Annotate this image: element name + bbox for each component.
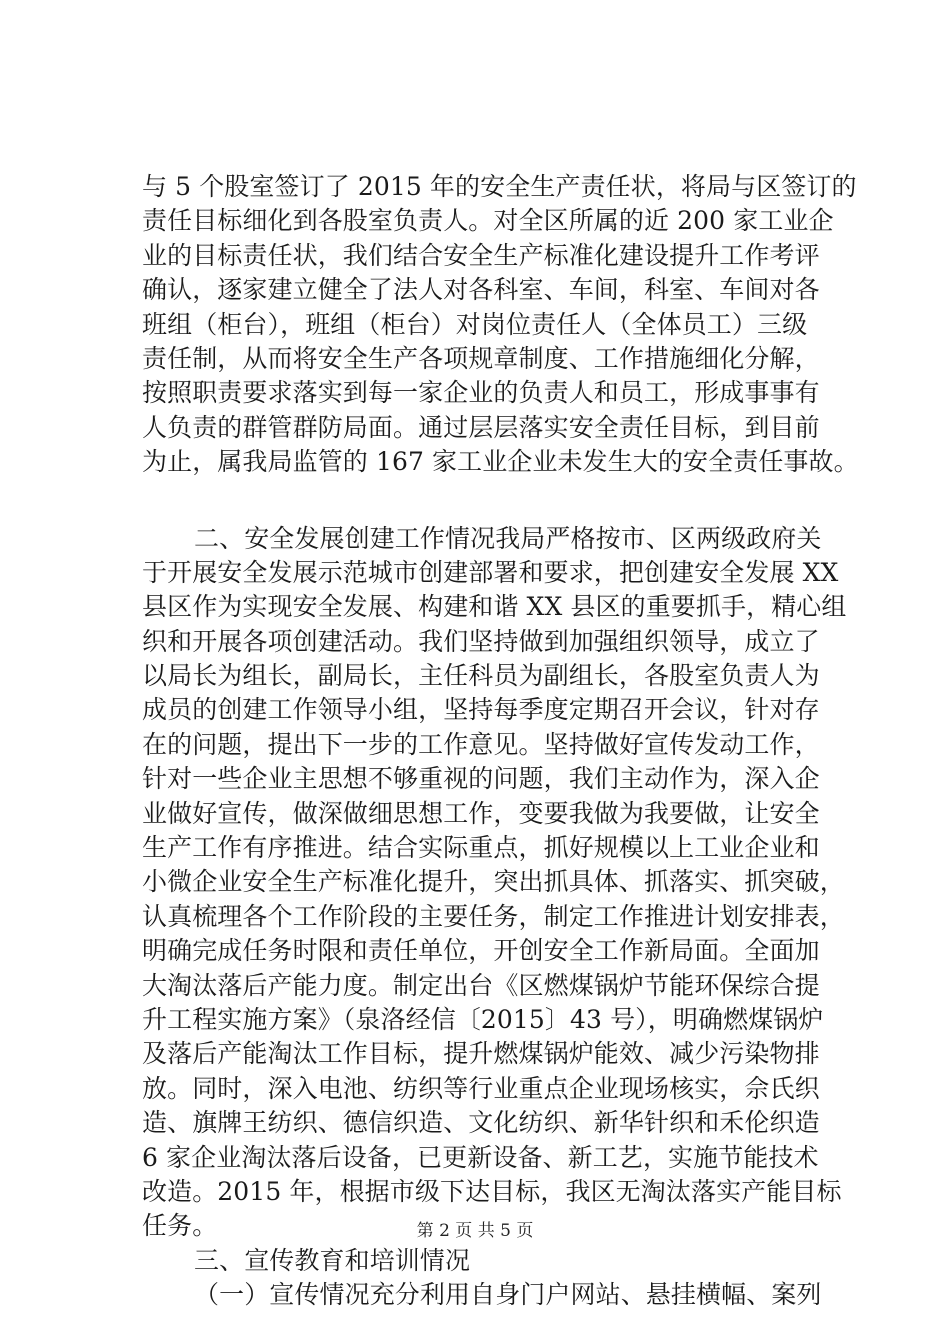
text-line: 按照职责要求落实到每一家企业的负责人和员工，形成事事有: [142, 378, 820, 408]
text-line: 针对一些企业主思想不够重视的问题，我们主动作为，深入企: [142, 764, 820, 794]
text-line: 业的目标责任状，我们结合安全生产标准化建设提升工作考评: [142, 240, 820, 270]
text-line: 人负责的群管群防局面。通过层层落实安全责任目标，到目前: [142, 412, 820, 442]
text-line: 认真梳理各个工作阶段的主要任务，制定工作推进计划安排表，: [142, 901, 845, 931]
section-3-first-line: （一）宣传情况充分利用自身门户网站、悬挂横幅、案列: [194, 1280, 822, 1310]
text-line: 明确完成任务时限和责任单位，开创安全工作新局面。全面加: [142, 936, 820, 966]
document-body: [142, 170, 859, 1313]
text-line: 责任目标细化到各股室负责人。对全区所属的近 200 家工业企: [142, 206, 834, 236]
text-line: 放。同时，深入电池、纺织等行业重点企业现场核实，佘氏织: [142, 1073, 820, 1103]
text-line: 确认，逐家建立健全了法人对各科室、车间，科室、车间对各: [142, 275, 820, 305]
text-line: 织和开展各项创建活动。我们坚持做到加强组织领导，成立了: [142, 626, 820, 656]
text-line: 班组（柜台），班组（柜台）对岗位责任人（全体员工）三级: [142, 309, 808, 339]
text-line: 小微企业安全生产标准化提升，突出抓具体、抓落实、抓突破，: [142, 867, 845, 897]
section-3-heading: 三、宣传教育和培训情况: [194, 1245, 471, 1275]
text-line: 业做好宣传，做深做细思想工作，变要我做为我要做，让安全: [142, 798, 820, 828]
page-footer: 第 2 页 共 5 页: [416, 1221, 534, 1241]
text-line: 及落后产能淘汰工作目标，提升燃煤锅炉能效、减少污染物排: [142, 1039, 820, 1069]
text-line: 大淘汰落后产能力度。制定出台《区燃煤锅炉节能环保综合提: [142, 970, 820, 1000]
text-line: 6 家企业淘汰落后设备，已更新设备、新工艺，实施节能技术: [142, 1142, 819, 1172]
paragraph-1: [142, 170, 859, 480]
text-line: 二、安全发展创建工作情况我局严格按市、区两级政府关: [194, 523, 822, 553]
text-line: 成员的创建工作领导小组，坚持每季度定期召开会议，针对存: [142, 695, 820, 725]
text-line: 生产工作有序推进。结合实际重点，抓好规模以上工业企业和: [142, 833, 820, 863]
text-line: 改造。2015 年，根据市级下达目标，我区无淘汰落实产能目标: [142, 1176, 842, 1206]
text-line: 任务。: [142, 1211, 218, 1241]
paragraph-gap: [142, 480, 832, 522]
text-line: 在的问题，提出下一步的工作意见。坚持做好宣传发动工作，: [142, 729, 820, 759]
text-line: 以局长为组长，副局长，主任科员为副组长，各股室负责人为: [142, 661, 820, 691]
paragraph-2: [142, 522, 847, 1244]
text-line: 为止，属我局监管的 167 家工业企业未发生大的安全责任事故。: [142, 447, 859, 477]
text-line: 于开展安全发展示范城市创建部署和要求，把创建安全发展 XX: [142, 557, 839, 587]
text-line: 造、旗牌王纺织、德信织造、文化纺织、新华针织和禾伦织造: [142, 1108, 820, 1138]
text-line: 责任制，从而将安全生产各项规章制度、工作措施细化分解，: [142, 343, 820, 373]
text-line: 升工程实施方案》（泉洛经信〔2015〕43 号），明确燃煤锅炉: [142, 1004, 824, 1034]
text-line: 与 5 个股室签订了 2015 年的安全生产责任状，将局与区签订的: [142, 172, 857, 201]
text-line: 县区作为实现安全发展、构建和谐 XX 县区的重要抓手，精心组: [142, 592, 847, 622]
